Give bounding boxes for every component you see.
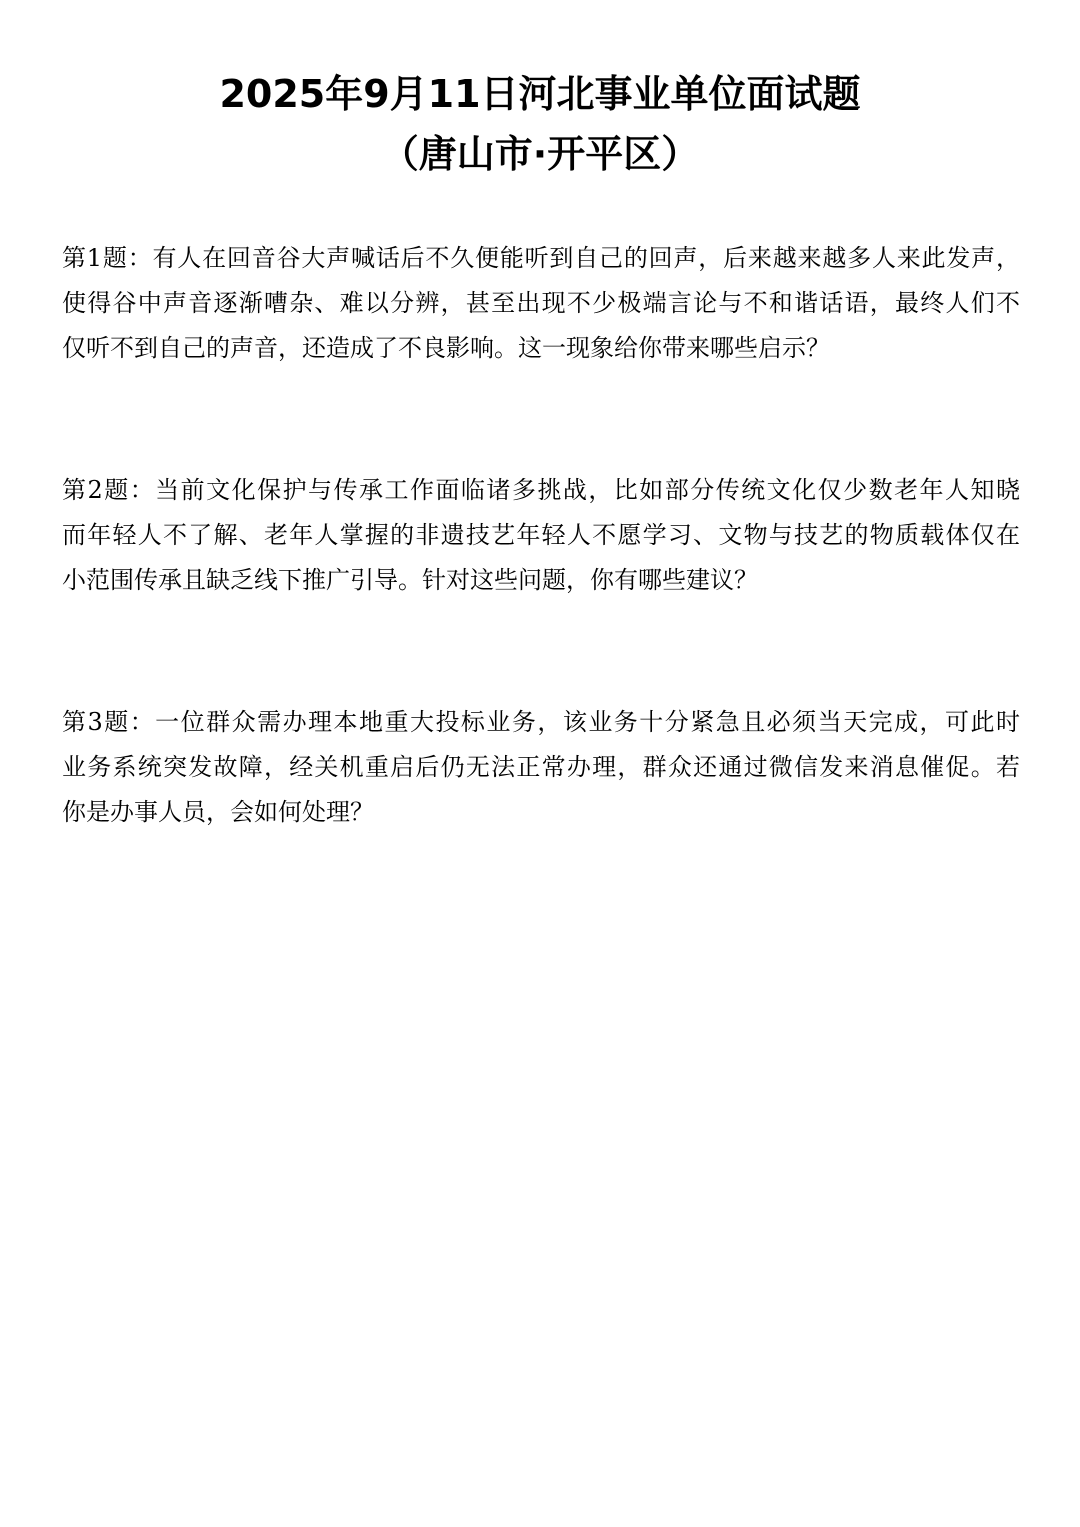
question-2	[62, 468, 1020, 603]
page-title	[0, 64, 1080, 184]
question-3-line-3: 你是办事人员，会如何处理？	[62, 798, 374, 826]
question-1	[62, 236, 1020, 371]
title-line-location: （唐山市·开平区）	[380, 132, 700, 176]
question-2-line-1: 第2题：当前文化保护与传承工作面临诸多挑战，比如部分传统文化仅少数老年人知晓	[62, 476, 1020, 504]
question-1-line-2: 使得谷中声音逐渐嘈杂、难以分辨，甚至出现不少极端言论与不和谐话语，最终人们不	[62, 289, 1020, 317]
question-3	[62, 700, 1020, 835]
question-1-line-1: 第1题：有人在回音谷大声喊话后不久便能听到自己的回声，后来越来越多人来此发声，	[62, 244, 1020, 272]
question-1-line-3: 仅听不到自己的声音，还造成了不良影响。这一现象给你带来哪些启示？	[62, 334, 830, 362]
question-3-line-1: 第3题：一位群众需办理本地重大投标业务，该业务十分紧急且必须当天完成，可此时	[62, 708, 1020, 736]
question-list	[62, 236, 1020, 932]
title-line-main: 2025年9月11日河北事业单位面试题	[219, 72, 861, 116]
question-2-line-2: 而年轻人不了解、老年人掌握的非遗技艺年轻人不愿学习、文物与技艺的物质载体仅在	[62, 521, 1020, 549]
question-2-line-3: 小范围传承且缺乏线下推广引导。针对这些问题，你有哪些建议？	[62, 566, 758, 594]
question-3-line-2: 业务系统突发故障，经关机重启后仍无法正常办理，群众还通过微信发来消息催促。若	[62, 753, 1020, 781]
